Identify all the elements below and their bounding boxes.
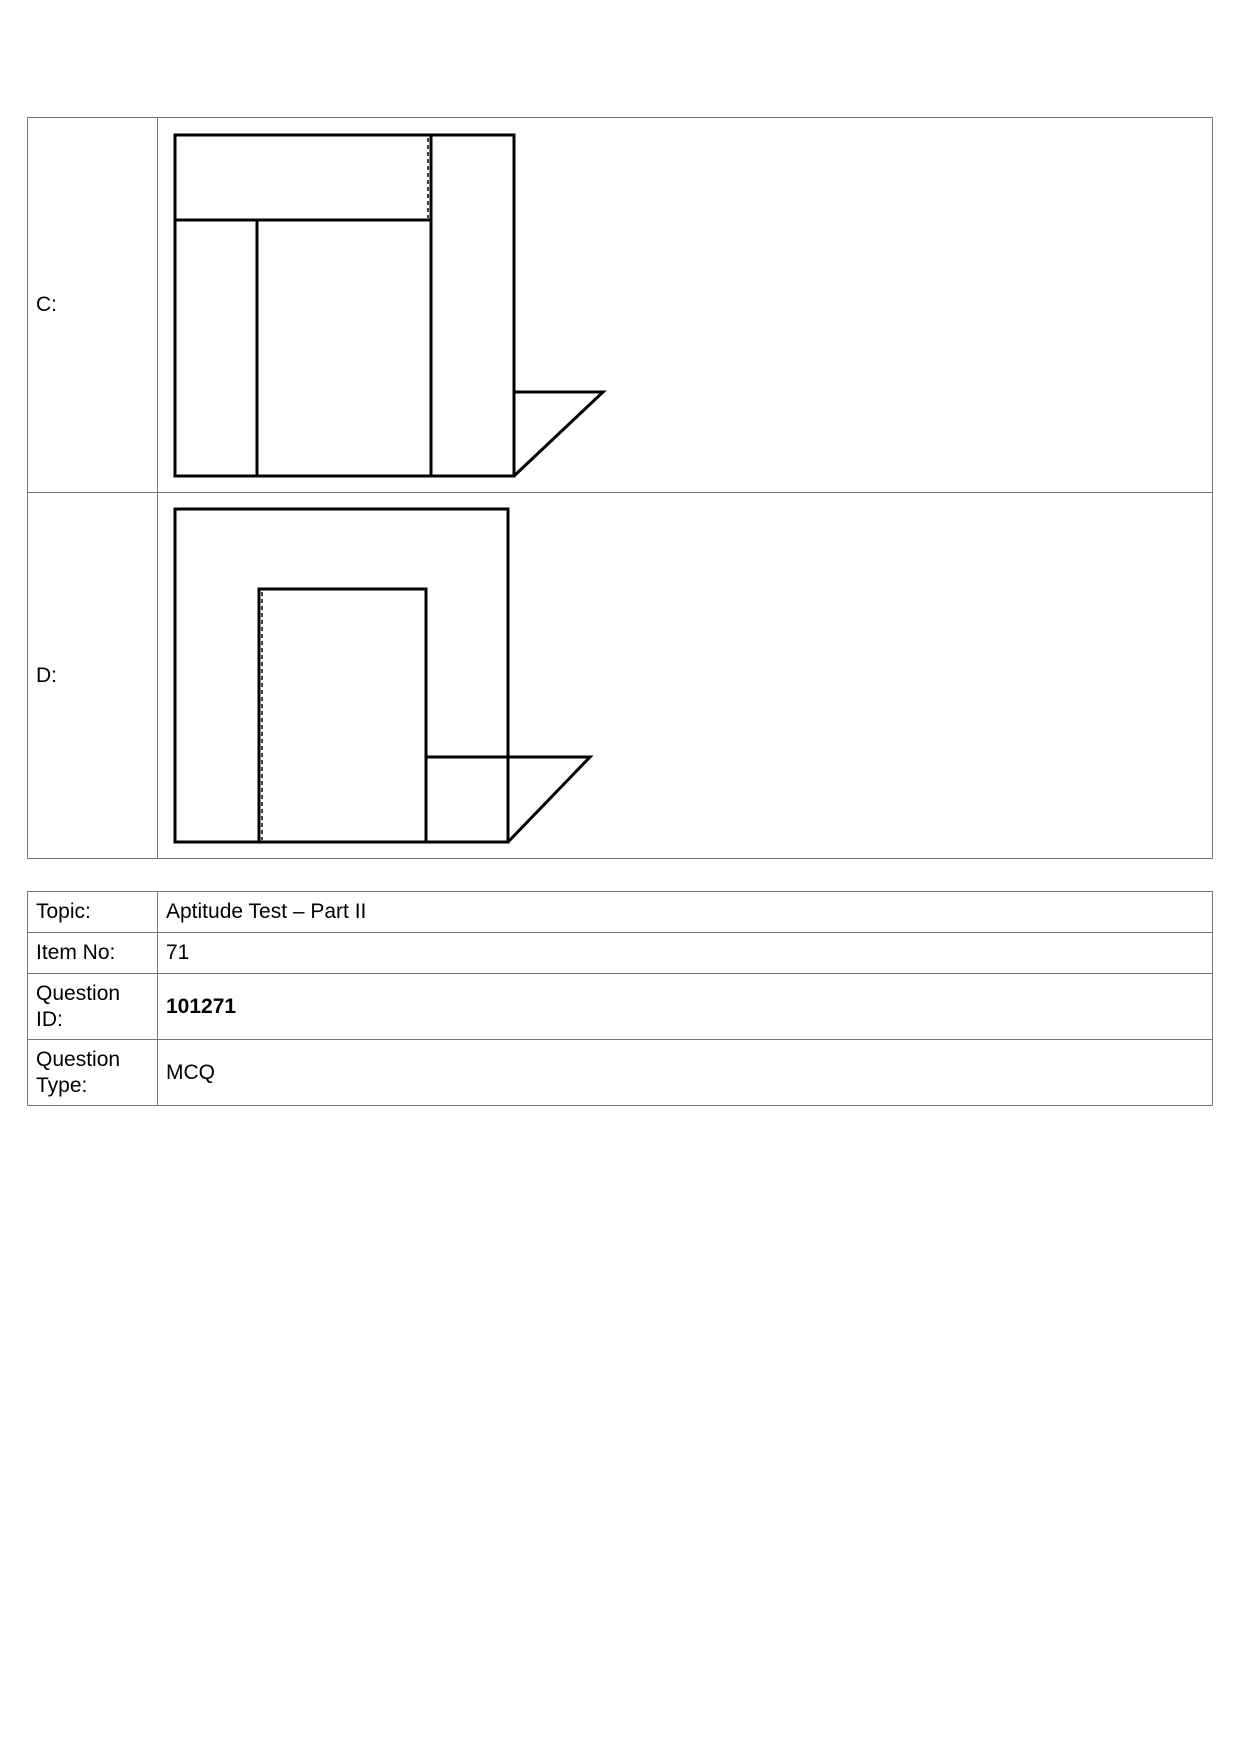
folded-net-figure-d — [158, 493, 1213, 858]
option-label-c: C: — [28, 118, 158, 493]
question-id-value: 101271 — [158, 974, 1213, 1040]
figure-c-fold-flap — [514, 392, 603, 476]
option-row-c — [28, 118, 1213, 493]
topic-label: Topic: — [28, 892, 158, 933]
option-row-d — [28, 493, 1213, 859]
meta-row-item-no — [28, 933, 1213, 974]
figure-d-fold-flap — [508, 757, 590, 842]
item-no-label: Item No: — [28, 933, 158, 974]
option-label-d: D: — [28, 493, 158, 859]
question-meta-table — [27, 891, 1213, 1106]
meta-row-topic — [28, 892, 1213, 933]
options-table — [27, 117, 1213, 859]
figure-d-outer-square — [175, 509, 508, 842]
question-type-label: Question Type: — [28, 1040, 158, 1106]
meta-row-question-id — [28, 974, 1213, 1040]
folded-net-figure-c — [158, 118, 1213, 492]
item-no-value: 71 — [158, 933, 1213, 974]
figure-d-inner-door — [259, 589, 426, 842]
meta-row-question-type — [28, 1040, 1213, 1106]
option-figure-cell-c — [158, 118, 1213, 493]
question-id-label: Question ID: — [28, 974, 158, 1040]
question-type-value: MCQ — [158, 1040, 1213, 1106]
topic-value: Aptitude Test – Part II — [158, 892, 1213, 933]
figure-c-outer-square — [175, 135, 514, 476]
option-figure-cell-d — [158, 493, 1213, 859]
